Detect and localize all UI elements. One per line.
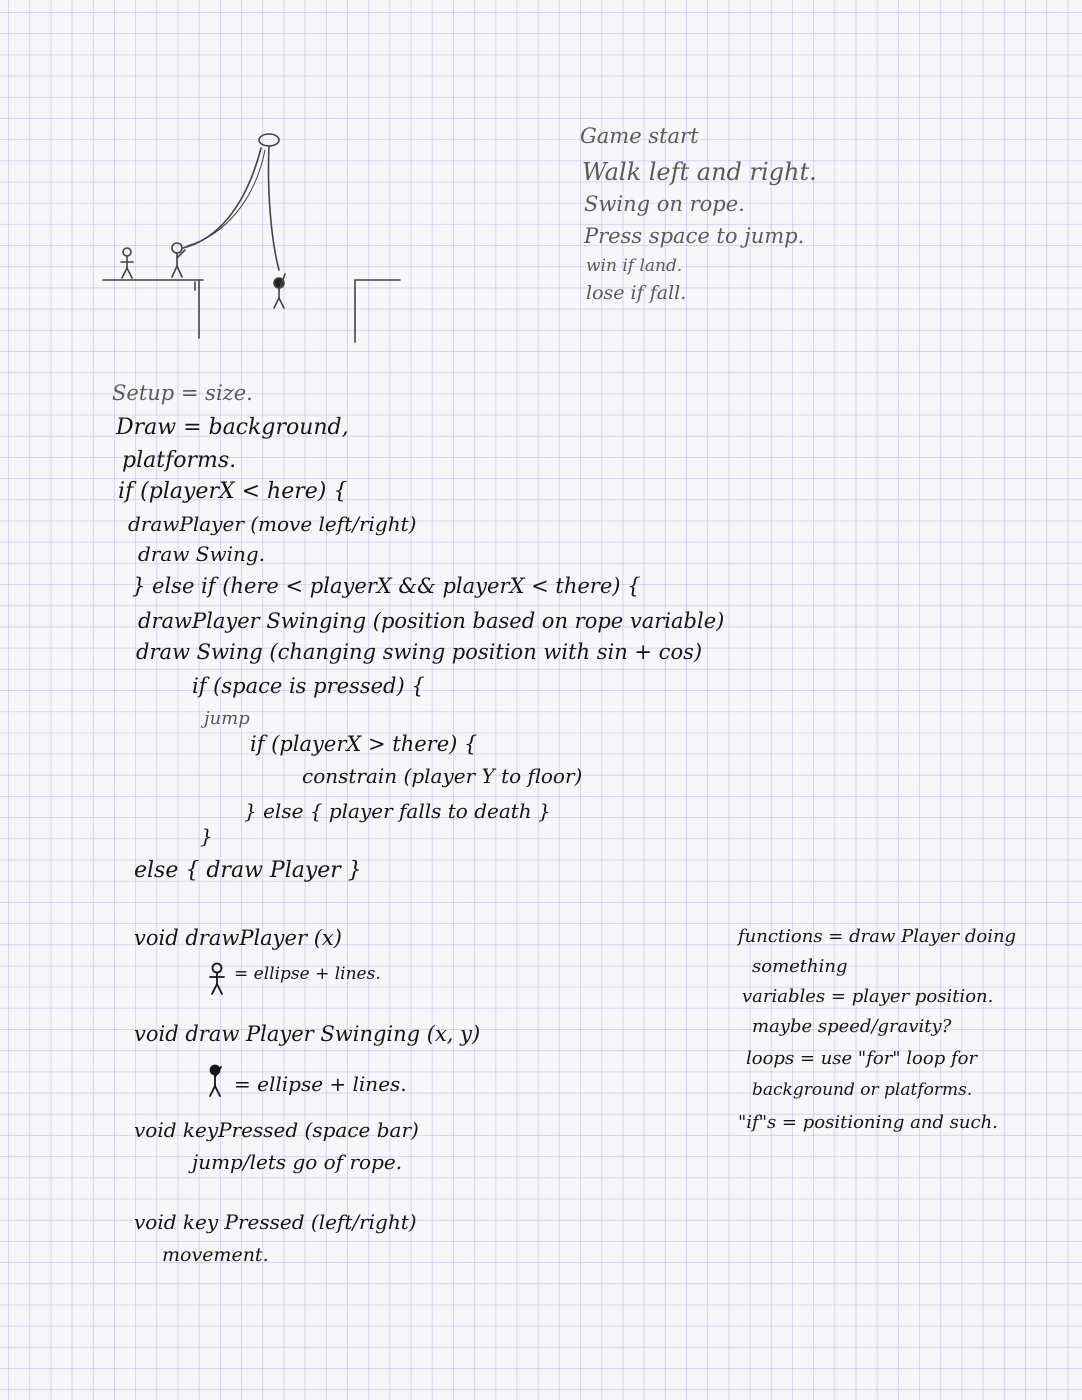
code-line: else { draw Player }: [134, 858, 362, 883]
code-line: drawPlayer Swinging (position based on rope variable): [138, 609, 725, 633]
code-line: = ellipse + lines.: [234, 964, 381, 984]
code-line: platforms.: [122, 448, 237, 473]
code-line: = ellipse + lines.: [234, 1072, 407, 1096]
code-line: Setup = size.: [112, 381, 253, 405]
code-line: if (playerX < here) {: [118, 479, 348, 504]
note-line: Walk left and right.: [582, 158, 817, 186]
code-line: draw Swing (changing swing position with sin + cos): [136, 640, 703, 664]
code-line: void keyPressed (space bar): [134, 1118, 419, 1142]
code-line: void key Pressed (left/right): [134, 1210, 417, 1234]
code-line: movement.: [162, 1244, 269, 1266]
note-line: lose if fall.: [586, 282, 687, 304]
rope: [268, 146, 279, 270]
code-line: constrain (player Y to floor): [302, 764, 583, 788]
note-line: win if land.: [586, 256, 683, 276]
code-line: jump/lets go of rope.: [192, 1150, 403, 1174]
note-line: Swing on rope.: [584, 192, 745, 216]
code-line: if (space is pressed) {: [192, 674, 425, 698]
code-line: Draw = background,: [116, 415, 349, 440]
code-line: jump: [204, 708, 250, 729]
code-line: } else if (here < playerX && playerX < there) {: [132, 574, 641, 598]
code-line: void drawPlayer (x): [134, 926, 342, 950]
side-note-line: background or platforms.: [752, 1080, 973, 1100]
code-line: draw Swing.: [138, 542, 266, 566]
code-line: }: [200, 824, 213, 848]
game-sketch: [95, 120, 405, 350]
side-note-line: maybe speed/gravity?: [752, 1016, 952, 1037]
swinging-figure-icon: [204, 1064, 226, 1098]
code-line: } else { player falls to death }: [244, 799, 551, 823]
side-note-line: functions = draw Player doing: [738, 926, 1017, 947]
code-line: if (playerX > there) {: [250, 732, 478, 756]
note-line: Press space to jump.: [584, 224, 805, 248]
stick-figure-icon: [206, 962, 228, 996]
side-note-line: "if"s = positioning and such.: [738, 1112, 998, 1133]
code-line: void draw Player Swinging (x, y): [134, 1022, 481, 1046]
side-note-line: loops = use "for" loop for: [746, 1048, 978, 1069]
side-note-line: something: [752, 956, 848, 977]
code-line: drawPlayer (move left/right): [128, 512, 417, 536]
note-line: Game start: [580, 124, 699, 148]
side-note-line: variables = player position.: [742, 986, 994, 1007]
rope-anchor: [259, 134, 279, 146]
